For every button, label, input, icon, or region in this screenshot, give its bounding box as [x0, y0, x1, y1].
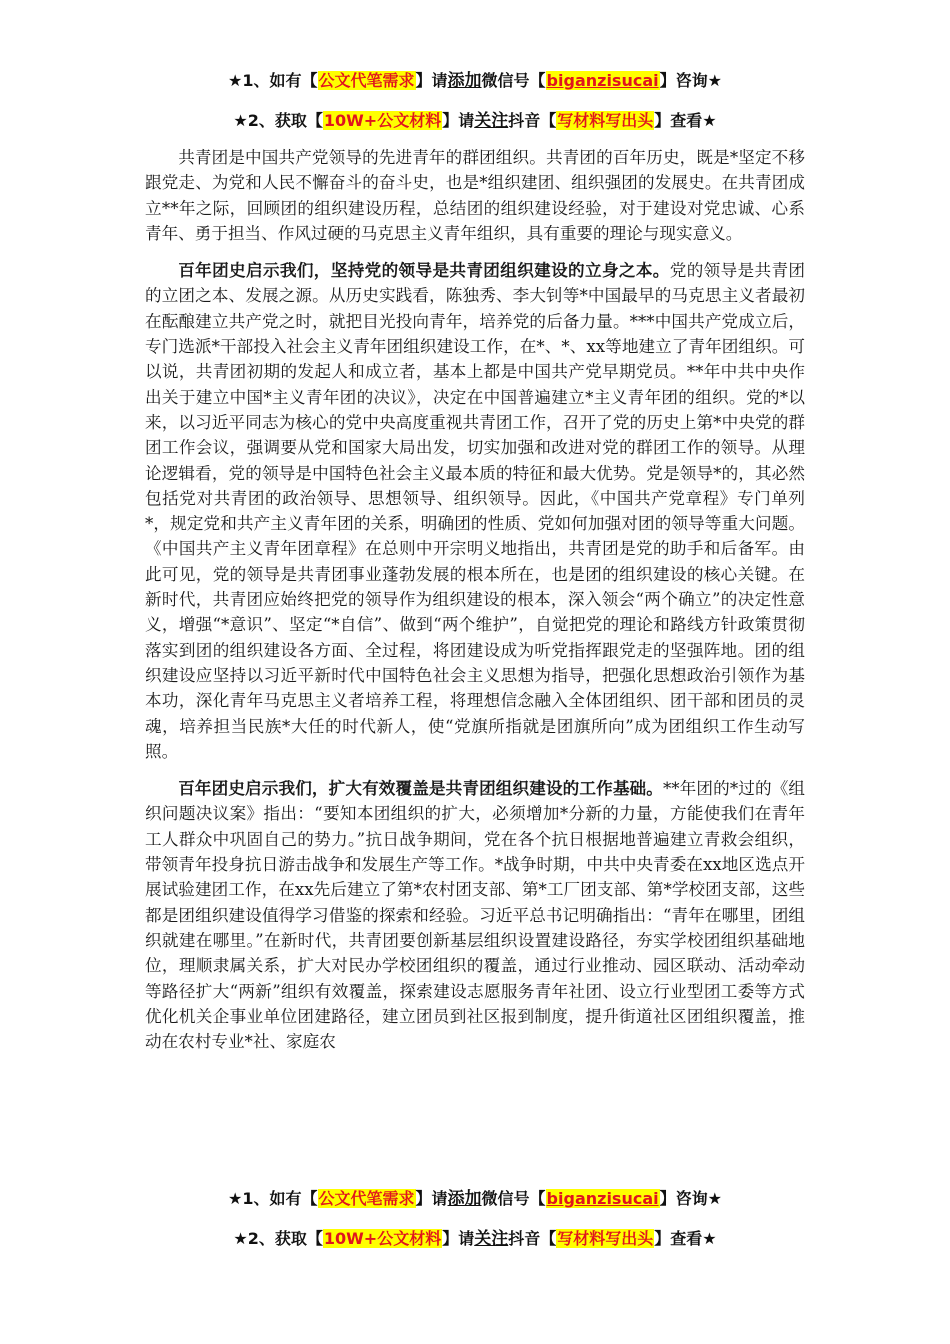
- banner-text: 】请: [442, 1229, 475, 1248]
- banner-text: 微信号【: [481, 71, 546, 90]
- service-highlight: 公文代笔需求: [318, 1189, 415, 1208]
- materials-highlight: 10W+公文材料: [323, 111, 442, 130]
- materials-highlight: 10W+公文材料: [323, 1229, 442, 1248]
- paragraph-body: **年团的*过的《组织问题决议案》指出：“要知本团组织的扩大，必须增加*分新的力量，方能使我们在青年工人群众中巩固自己的势力。”抗日战争期间，党在各个抗日根据地普遍建立青救会组织，带领青年投身抗日游击战争和发展生产等工作。*战争时期，中共中央青委在xx地区选点开展试验建团工作，在xx先后建立了第*农村团支部、第*工厂团支部、第*学校团支部，这些都是团组织建设值得学习借鉴的探索和经验。习近平总书记明确指出：“青年在哪里，团组织就建在哪里。”在新时代，共青团要创新基层组织设置建设路径，夯实学校团组织基础地位，理顺隶属关系，扩大对民办学校团组织的覆盖，通过行业推动、园区联动、活动牵动等路径扩大“两新”组织有效覆盖，探索建设志愿服务青年社团、设立行业型团工委等方式优化机关企事业单位团建路径，建立团员到社区报到制度，提升街道社区团组织覆盖，推动在农村专业*社、家庭农: [145, 779, 805, 1052]
- banner-text: 】请: [442, 111, 475, 130]
- paragraph-body: 党的领导是共青团的立团之本、发展之源。从历史实践看，陈独秀、李大钊等*中国最早的马克思主义者最初在酝酿建立共产党之时，就把目光投向青年，培养党的后备力量。***中国共产党成立后，专门选派*干部投入社会主义青年团组织建设工作，在*、*、xx等地建立了青年团组织。可以说，共青团初期的发起人和成立者，基本上都是中国共产党早期党员。**年中共中央作出关于建立中国*主义青年团的决议》，决定在中国普遍建立*主义青年团的组织。党的*以来，以习近平同志为核心的党中央高度重视共青团工作，召开了党的历史上第*中央党的群团工作会议，强调要从党和国家大局出发，切实加强和改进对党的群团工作的领导。从理论逻辑看，党的领导是中国特色社会主义最本质的特征和最大优势。党是领导*的，其必然包括党对共青团的政治领导、思想领导、组织领导。因此，《中国共产党章程》专门单列*，规定党和共产主义青年团的关系，明确团的性质、党如何加强对团的领导等重大问题。《中国共产主义青年团章程》在总则中开宗明义地指出，共青团是党的助手和后备军。由此可见，党的领导是共青团事业蓬勃发展的根本所在，也是团的组织建设的核心关键。在新时代，共青团应始终把党的领导作为组织建设的根本，深入领会“两个确立”的决定性意义，增强“*意识”、坚定“*自信”、做到“两个维护”，自觉把党的理论和路线方针政策贯彻落实到团的组织建设各方面、全过程，将团建设成为听党指挥跟党走的坚强阵地。团的组织建设应坚持以习近平新时代中国特色社会主义思想为指导，把强化思想政治引领作为基本功，深化青年马克思主义者培养工程，将理想信念融入全体团组织、团干部和团员的灵魂，培养担当民族*大任的时代新人，使“党旗所指就是团旗所向”成为团组织工作生动写照。: [145, 261, 806, 761]
- banner-emphasis: 添加: [447, 1189, 482, 1209]
- promo-banner-bottom-2: [0, 1228, 950, 1250]
- banner-emphasis: 关注: [474, 1229, 509, 1249]
- banner-text: 】请: [415, 1189, 448, 1208]
- banner-text: 微信号【: [481, 1189, 546, 1208]
- banner-prefix: ★1、如有【: [228, 1189, 318, 1208]
- banner-emphasis: 添加: [447, 71, 482, 91]
- paragraph-coverage: [145, 776, 805, 1054]
- wechat-id-link[interactable]: biganzisucai: [546, 1189, 659, 1208]
- promo-banner-bottom-1: [0, 1188, 950, 1210]
- document-body: [145, 145, 805, 1066]
- paragraph-intro: [145, 145, 805, 246]
- banner-suffix: 】咨询★: [659, 71, 722, 90]
- douyin-account-highlight: 写材料写出头: [557, 1229, 654, 1248]
- promo-banner-top-2: [0, 110, 950, 132]
- banner-text: 】请: [415, 71, 448, 90]
- paragraph-body: 共青团是中国共产党领导的先进青年的群团组织。共青团的百年历史，既是*坚定不移跟党走、为党和人民不懈奋斗的奋斗史，也是*组织建团、组织强团的发展史。在共青团成立**年之际，回顾团的组织建设历程，总结团的组织建设经验，对于建设对党忠诚、心系青年、勇于担当、作风过硬的马克思主义青年组织，具有重要的理论与现实意义。: [145, 148, 805, 243]
- banner-suffix: 】咨询★: [659, 1189, 722, 1208]
- service-highlight: 公文代笔需求: [318, 71, 415, 90]
- banner-text: 抖音【: [508, 111, 557, 130]
- banner-prefix: ★2、获取【: [233, 111, 323, 130]
- douyin-account-highlight: 写材料写出头: [557, 111, 654, 130]
- banner-text: 抖音【: [508, 1229, 557, 1248]
- paragraph-lead: 百年团史启示我们，扩大有效覆盖是共青团组织建设的工作基础。: [178, 778, 663, 799]
- banner-prefix: ★1、如有【: [228, 71, 318, 90]
- paragraph-party-leadership: [145, 258, 805, 764]
- banner-suffix: 】查看★: [654, 1229, 717, 1248]
- banner-suffix: 】查看★: [654, 111, 717, 130]
- banner-prefix: ★2、获取【: [233, 1229, 323, 1248]
- paragraph-lead: 百年团史启示我们，坚持党的领导是共青团组织建设的立身之本。: [178, 260, 670, 281]
- promo-banner-top-1: [0, 70, 950, 92]
- banner-emphasis: 关注: [474, 111, 509, 131]
- wechat-id-link[interactable]: biganzisucai: [546, 71, 659, 90]
